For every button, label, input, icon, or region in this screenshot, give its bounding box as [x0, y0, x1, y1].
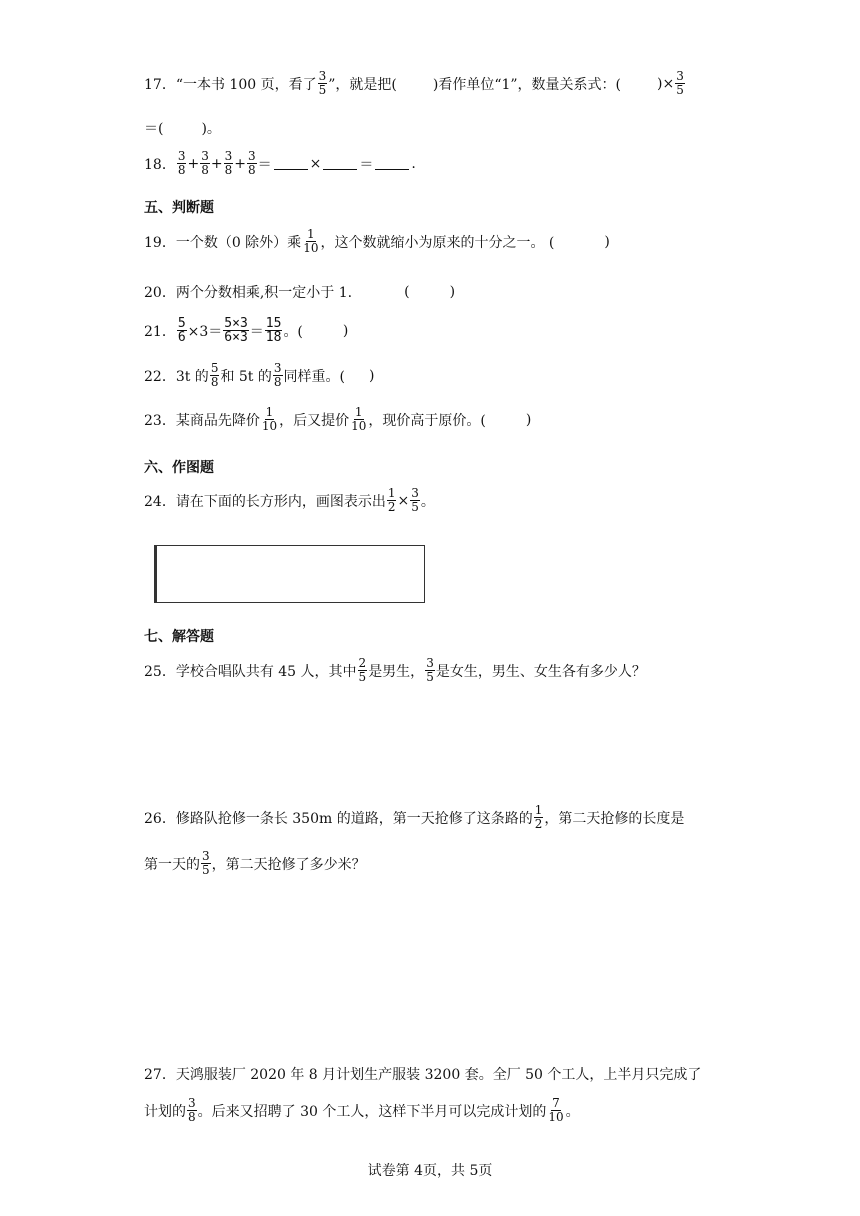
- equals-sign: ＝: [359, 156, 374, 173]
- question-text: 。: [565, 1103, 580, 1120]
- fraction: $\frac{3}{8}$: [201, 149, 209, 177]
- answer-blank[interactable]: [323, 157, 357, 170]
- question-26-line2: [144, 850, 366, 877]
- fraction: $\frac{2}{5}$: [358, 656, 367, 684]
- fraction: $\frac{5}{8}$: [210, 361, 219, 389]
- question-text: ，现价高于原价。(: [368, 412, 486, 429]
- fraction: $\frac{1}{10}$: [303, 227, 319, 255]
- question-text: 。(: [283, 323, 303, 340]
- times-sign: ×: [397, 492, 410, 509]
- fraction: $\frac{15}{18}$: [265, 316, 282, 345]
- question-number: 24．: [144, 493, 176, 510]
- question-text: 。: [420, 493, 435, 510]
- question-text: 3t 的: [175, 368, 209, 385]
- question-text: 修路队抢修一条长 350m 的道路，第一天抢修了这条路的: [175, 810, 533, 827]
- question-text: ，后又提价: [279, 412, 350, 429]
- question-text: 和 5t 的: [220, 368, 272, 385]
- question-number: 19．: [144, 234, 176, 251]
- question-text: 某商品先降价: [175, 412, 260, 429]
- question-number: 17．: [144, 76, 176, 93]
- question-text: ，第二天抢修了多少米？: [211, 856, 366, 873]
- fraction: $\frac{3}{8}$: [247, 149, 256, 177]
- fraction: $\frac{3}{8}$: [224, 149, 233, 177]
- question-text: “一本书 100 页，看了: [175, 76, 317, 93]
- question-number: 25．: [144, 663, 176, 680]
- question-number: 22．: [144, 368, 176, 385]
- question-18: [144, 150, 416, 177]
- fraction: $\frac{5\times 3}{6\times 3}$: [224, 316, 248, 345]
- paren-open: (: [404, 284, 410, 300]
- question-text: 是女生，男生、女生各有多少人？: [435, 663, 646, 680]
- question-24: [144, 487, 435, 514]
- paren-close: ): [342, 322, 349, 339]
- question-text: )。: [201, 121, 221, 137]
- question-number: 20．: [144, 285, 176, 301]
- plus-sign: +: [210, 155, 223, 172]
- question-text: ，第二天抢修的长度是: [544, 810, 685, 827]
- fraction: $\frac{1}{2}$: [387, 486, 396, 514]
- question-21: [144, 317, 348, 344]
- question-text: 同样重。(: [283, 368, 345, 385]
- question-number: 18．: [144, 156, 176, 173]
- paren-close: ): [449, 284, 456, 300]
- section-heading-drawing: 六、作图题: [144, 460, 214, 476]
- question-number: 21．: [144, 323, 176, 340]
- question-text: 。后来又招聘了 30 个工人，这样下半月可以完成计划的: [197, 1103, 547, 1120]
- question-text: ×3＝: [187, 323, 223, 340]
- equals-sign: ＝: [257, 156, 272, 173]
- fraction: $\frac{3}{5}$: [676, 69, 684, 97]
- question-text: 学校合唱队共有 45 人，其中: [175, 663, 357, 680]
- answer-blank[interactable]: [274, 157, 308, 170]
- question-number: 23．: [144, 412, 176, 429]
- question-number: 27．: [144, 1067, 176, 1083]
- question-20: [144, 282, 455, 302]
- drawing-rectangle[interactable]: [154, 545, 425, 603]
- question-text: ＝(: [144, 121, 164, 137]
- question-17-line2: [144, 118, 221, 138]
- page-footer: 试卷第 4页，共 5页: [367, 1163, 493, 1179]
- plus-sign: +: [187, 155, 200, 172]
- period: .: [411, 155, 416, 172]
- question-text: ，这个数就缩小为原来的十分之一。 (: [320, 234, 555, 251]
- fraction: $\frac{3}{8}$: [177, 149, 186, 177]
- section-heading-answer: 七、解答题: [144, 629, 214, 645]
- question-25: [144, 657, 646, 684]
- question-19: [144, 228, 610, 255]
- fraction: $\frac{3}{5}$: [426, 656, 434, 684]
- fraction: $\frac{1}{2}$: [534, 803, 543, 831]
- question-27: [144, 1064, 701, 1084]
- question-26: [144, 804, 684, 831]
- question-text: 两个分数相乘,积一定小于 1.: [175, 285, 353, 301]
- answer-blank[interactable]: [375, 157, 409, 170]
- question-text: 计划的: [144, 1103, 186, 1120]
- fraction: $\frac{1}{10}$: [261, 405, 278, 433]
- fraction: $\frac{1}{10}$: [351, 405, 367, 433]
- question-17: [144, 70, 686, 97]
- plus-sign: +: [234, 155, 246, 172]
- question-number: 26．: [144, 810, 176, 827]
- paren-close: ): [604, 233, 610, 250]
- fraction: $\frac{7}{10}$: [548, 1096, 564, 1124]
- times-sign: ×: [309, 155, 322, 172]
- section-heading-judgement: 五、判断题: [144, 200, 214, 216]
- question-text: 第一天的: [144, 856, 200, 873]
- fraction: $\frac{3}{8}$: [273, 361, 282, 389]
- fraction: $\frac{3}{5}$: [202, 849, 210, 877]
- question-text: 请在下面的长方形内，画图表示出: [175, 493, 386, 510]
- question-23: [144, 406, 531, 433]
- fraction: $\frac{3}{5}$: [318, 69, 327, 97]
- question-text: 一个数（0 除外）乘: [175, 234, 302, 251]
- question-text: 是男生，: [368, 663, 425, 680]
- fraction: $\frac{3}{8}$: [188, 1096, 196, 1124]
- question-22: [144, 362, 374, 389]
- fraction: $\frac{5}{6}$: [177, 316, 186, 345]
- question-27-line2: [144, 1097, 580, 1124]
- question-text: ＝: [249, 323, 264, 340]
- question-text: ”，就是把(: [328, 76, 397, 93]
- fraction: $\frac{3}{5}$: [411, 486, 419, 514]
- question-text: 天鸿服装厂 2020 年 8 月计划生产服装 3200 套。全厂 50 个工人，上半月只完成了: [175, 1067, 702, 1083]
- question-text: )×: [657, 75, 675, 92]
- question-text: )看作单位“1”，数量关系式：(: [432, 76, 622, 93]
- paren-close: ): [525, 411, 532, 428]
- paren-close: ): [369, 367, 375, 384]
